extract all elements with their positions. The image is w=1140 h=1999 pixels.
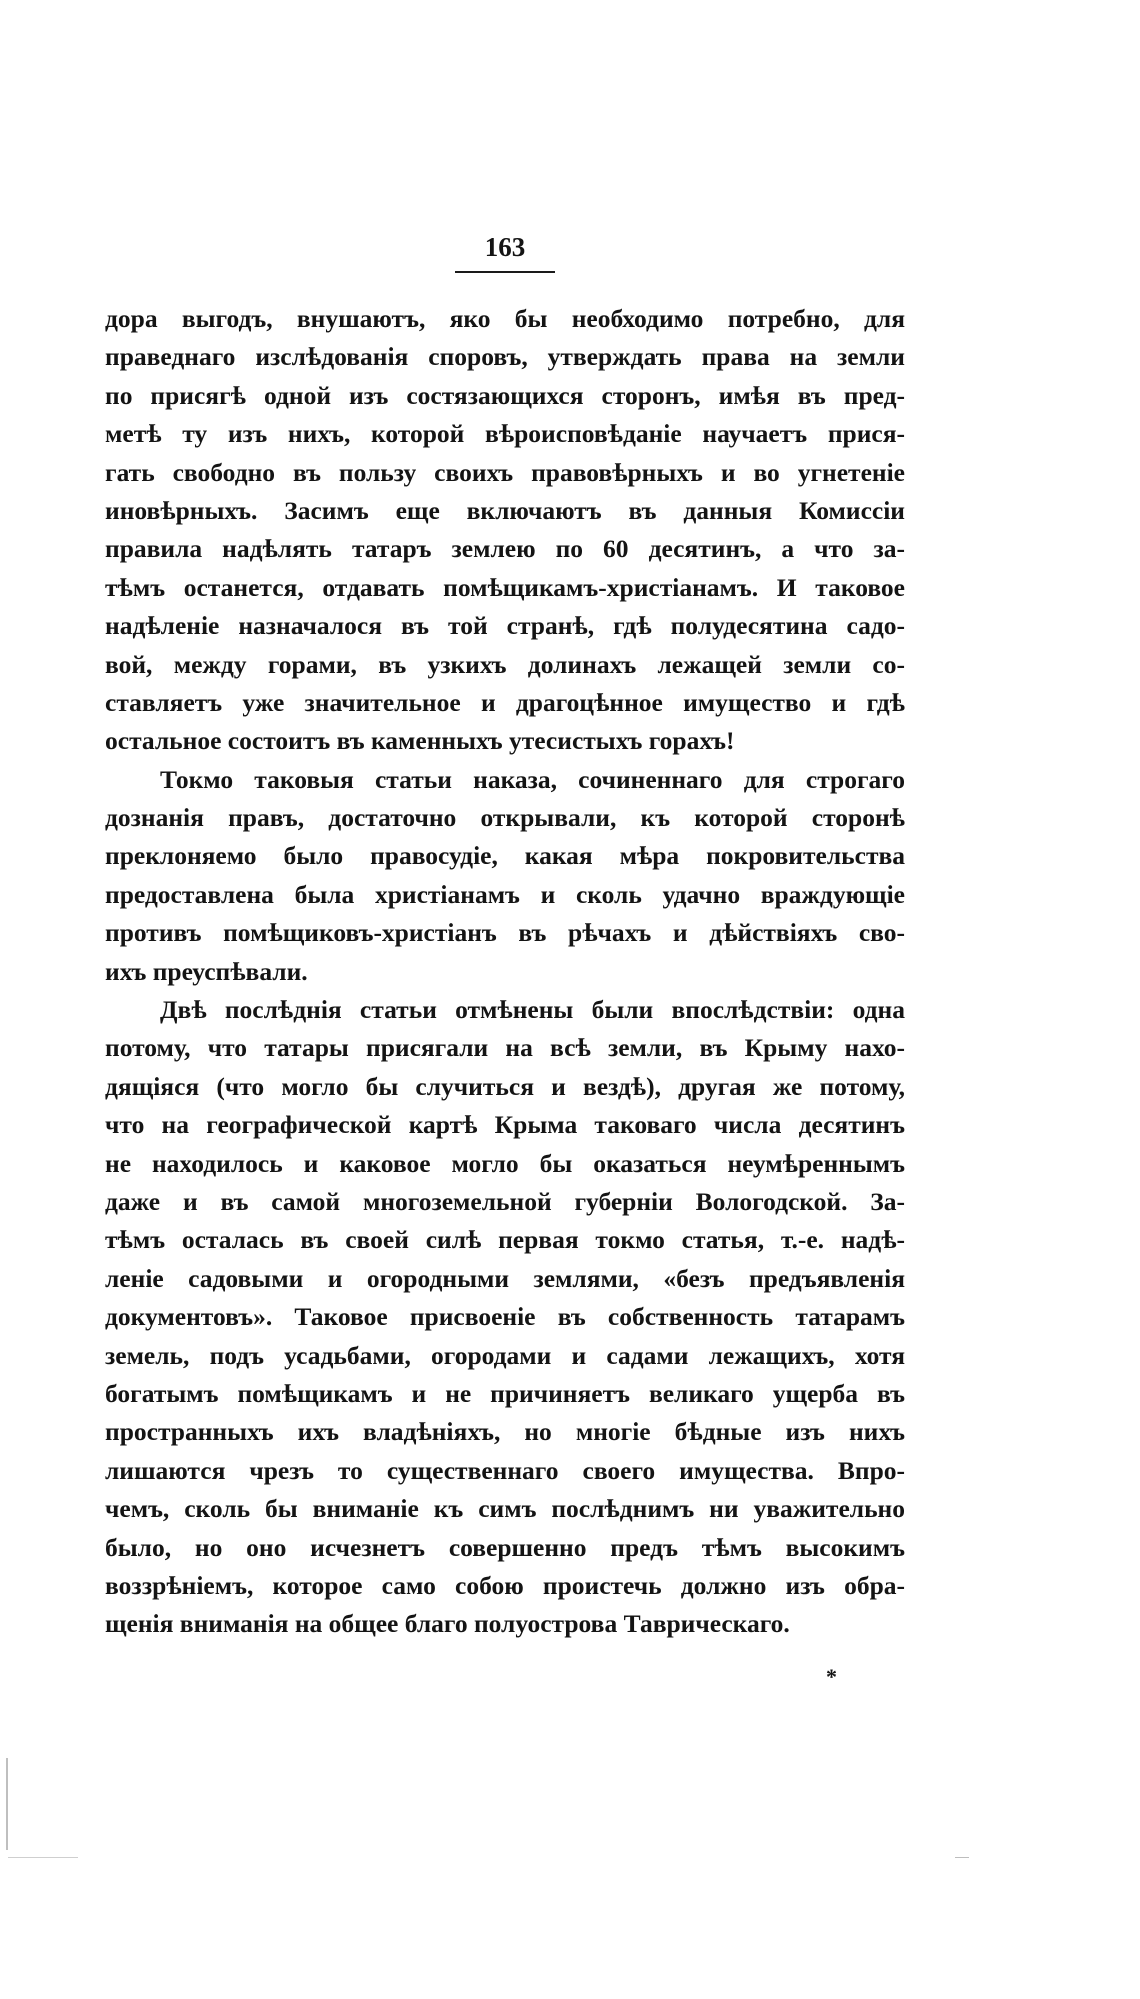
text-line: пространныхъ ихъ владѣніяхъ, но многіе бѣдные изъ нихъ [105, 1417, 905, 1447]
text-line: противъ помѣщиковъ-христіанъ въ рѣчахъ и дѣйствіяхъ сво- [105, 918, 905, 948]
text-line: было, но оно исчезнетъ совершенно предъ тѣмъ высокимъ [105, 1532, 905, 1562]
text-line: земель, подъ усадьбами, огородами и садами лежащихъ, хотя [105, 1340, 905, 1370]
text-line: Токмо таковыя статьи наказа, сочиненнаго для строгаго [160, 764, 905, 794]
paragraph [105, 761, 905, 991]
text-line: не находилось и каковое могло бы оказаться неумѣреннымъ [105, 1148, 905, 1178]
page-number: 163 [484, 232, 526, 262]
text-line: гать свободно въ пользу своихъ правовѣрныхъ и во угнетеніе [105, 457, 905, 487]
text-line: даже и въ самой многоземельной губерніи Вологодской. За- [105, 1186, 905, 1216]
paragraph [105, 300, 905, 761]
text-line: леніе садовыми и огородными землями, «безъ предъявленія [105, 1263, 905, 1293]
text-line: документовъ». Таковое присвоеніе въ собственность татарамъ [105, 1302, 905, 1332]
scan-edge-mark-left [6, 1758, 8, 1850]
text-line: дящіяся (что могло бы случиться и вездѣ), другая же потому, [105, 1071, 905, 1101]
text-line: что на географической картѣ Крыма таковаго числа десятинъ [105, 1110, 905, 1140]
page-body-text [105, 300, 905, 1644]
scan-edge-mark-bottom-left [8, 1857, 78, 1858]
text-line: правила надѣлять татаръ землею по 60 десятинъ, а что за- [105, 534, 905, 564]
text-line: вой, между горами, въ узкихъ долинахъ лежащей земли со- [105, 649, 905, 679]
page-header [0, 232, 1010, 266]
page-number-underline [455, 271, 555, 273]
text-line: ставляетъ уже значительное и драгоцѣнное имущество и гдѣ [105, 687, 905, 717]
text-line: праведнаго изслѣдованія споровъ, утверждать права на земли [105, 342, 905, 372]
text-line: преклоняемо было правосудіе, какая мѣра покровительства [105, 841, 905, 871]
printer-mark: * [826, 1664, 837, 1689]
paragraph [105, 991, 905, 1644]
text-line: по присягѣ одной изъ состязающихся сторонъ, имѣя въ пред- [105, 380, 905, 410]
text-line: воззрѣніемъ, которое само собою проистечь должно изъ обра- [105, 1570, 905, 1600]
text-line: дознанія правъ, достаточно открывали, къ которой сторонѣ [105, 803, 905, 833]
text-line: тѣмъ останется, отдавать помѣщикамъ-христіанамъ. И таковое [105, 572, 905, 602]
text-line: чемъ, сколь бы вниманіе къ симъ послѣднимъ ни уважительно [105, 1494, 905, 1524]
text-line: лишаются чрезъ то существеннаго своего имущества. Впро- [105, 1455, 905, 1485]
text-line: предоставлена была христіанамъ и сколь удачно враждующіе [105, 879, 905, 909]
text-line: щенія вниманія на общее благо полуострова Таврическаго. [105, 1609, 790, 1639]
text-line: тѣмъ осталась въ своей силѣ первая токмо статья, т.-е. надѣ- [105, 1225, 905, 1255]
text-line: ихъ преуспѣвали. [105, 956, 308, 986]
text-line: иновѣрныхъ. Засимъ еще включаютъ въ данныя Комиссіи [105, 495, 905, 525]
text-line: метѣ ту изъ нихъ, которой вѣроисповѣданіе научаетъ прися- [105, 419, 905, 449]
scan-edge-mark-bottom-right [955, 1857, 969, 1858]
text-line: потому, что татары присягали на всѣ земли, въ Крыму нахо- [105, 1033, 905, 1063]
text-line: Двѣ послѣднія статьи отмѣнены были впослѣдствіи: одна [160, 995, 905, 1025]
text-line: дора выгодъ, внушаютъ, яко бы необходимо потребно, для [105, 304, 905, 333]
text-line: надѣленіе назначалося въ той странѣ, гдѣ полудесятина садо- [105, 611, 905, 641]
text-line: богатымъ помѣщикамъ и не причиняетъ великаго ущерба въ [105, 1378, 905, 1408]
text-line: остальное состоитъ въ каменныхъ утесистыхъ горахъ! [105, 726, 735, 756]
